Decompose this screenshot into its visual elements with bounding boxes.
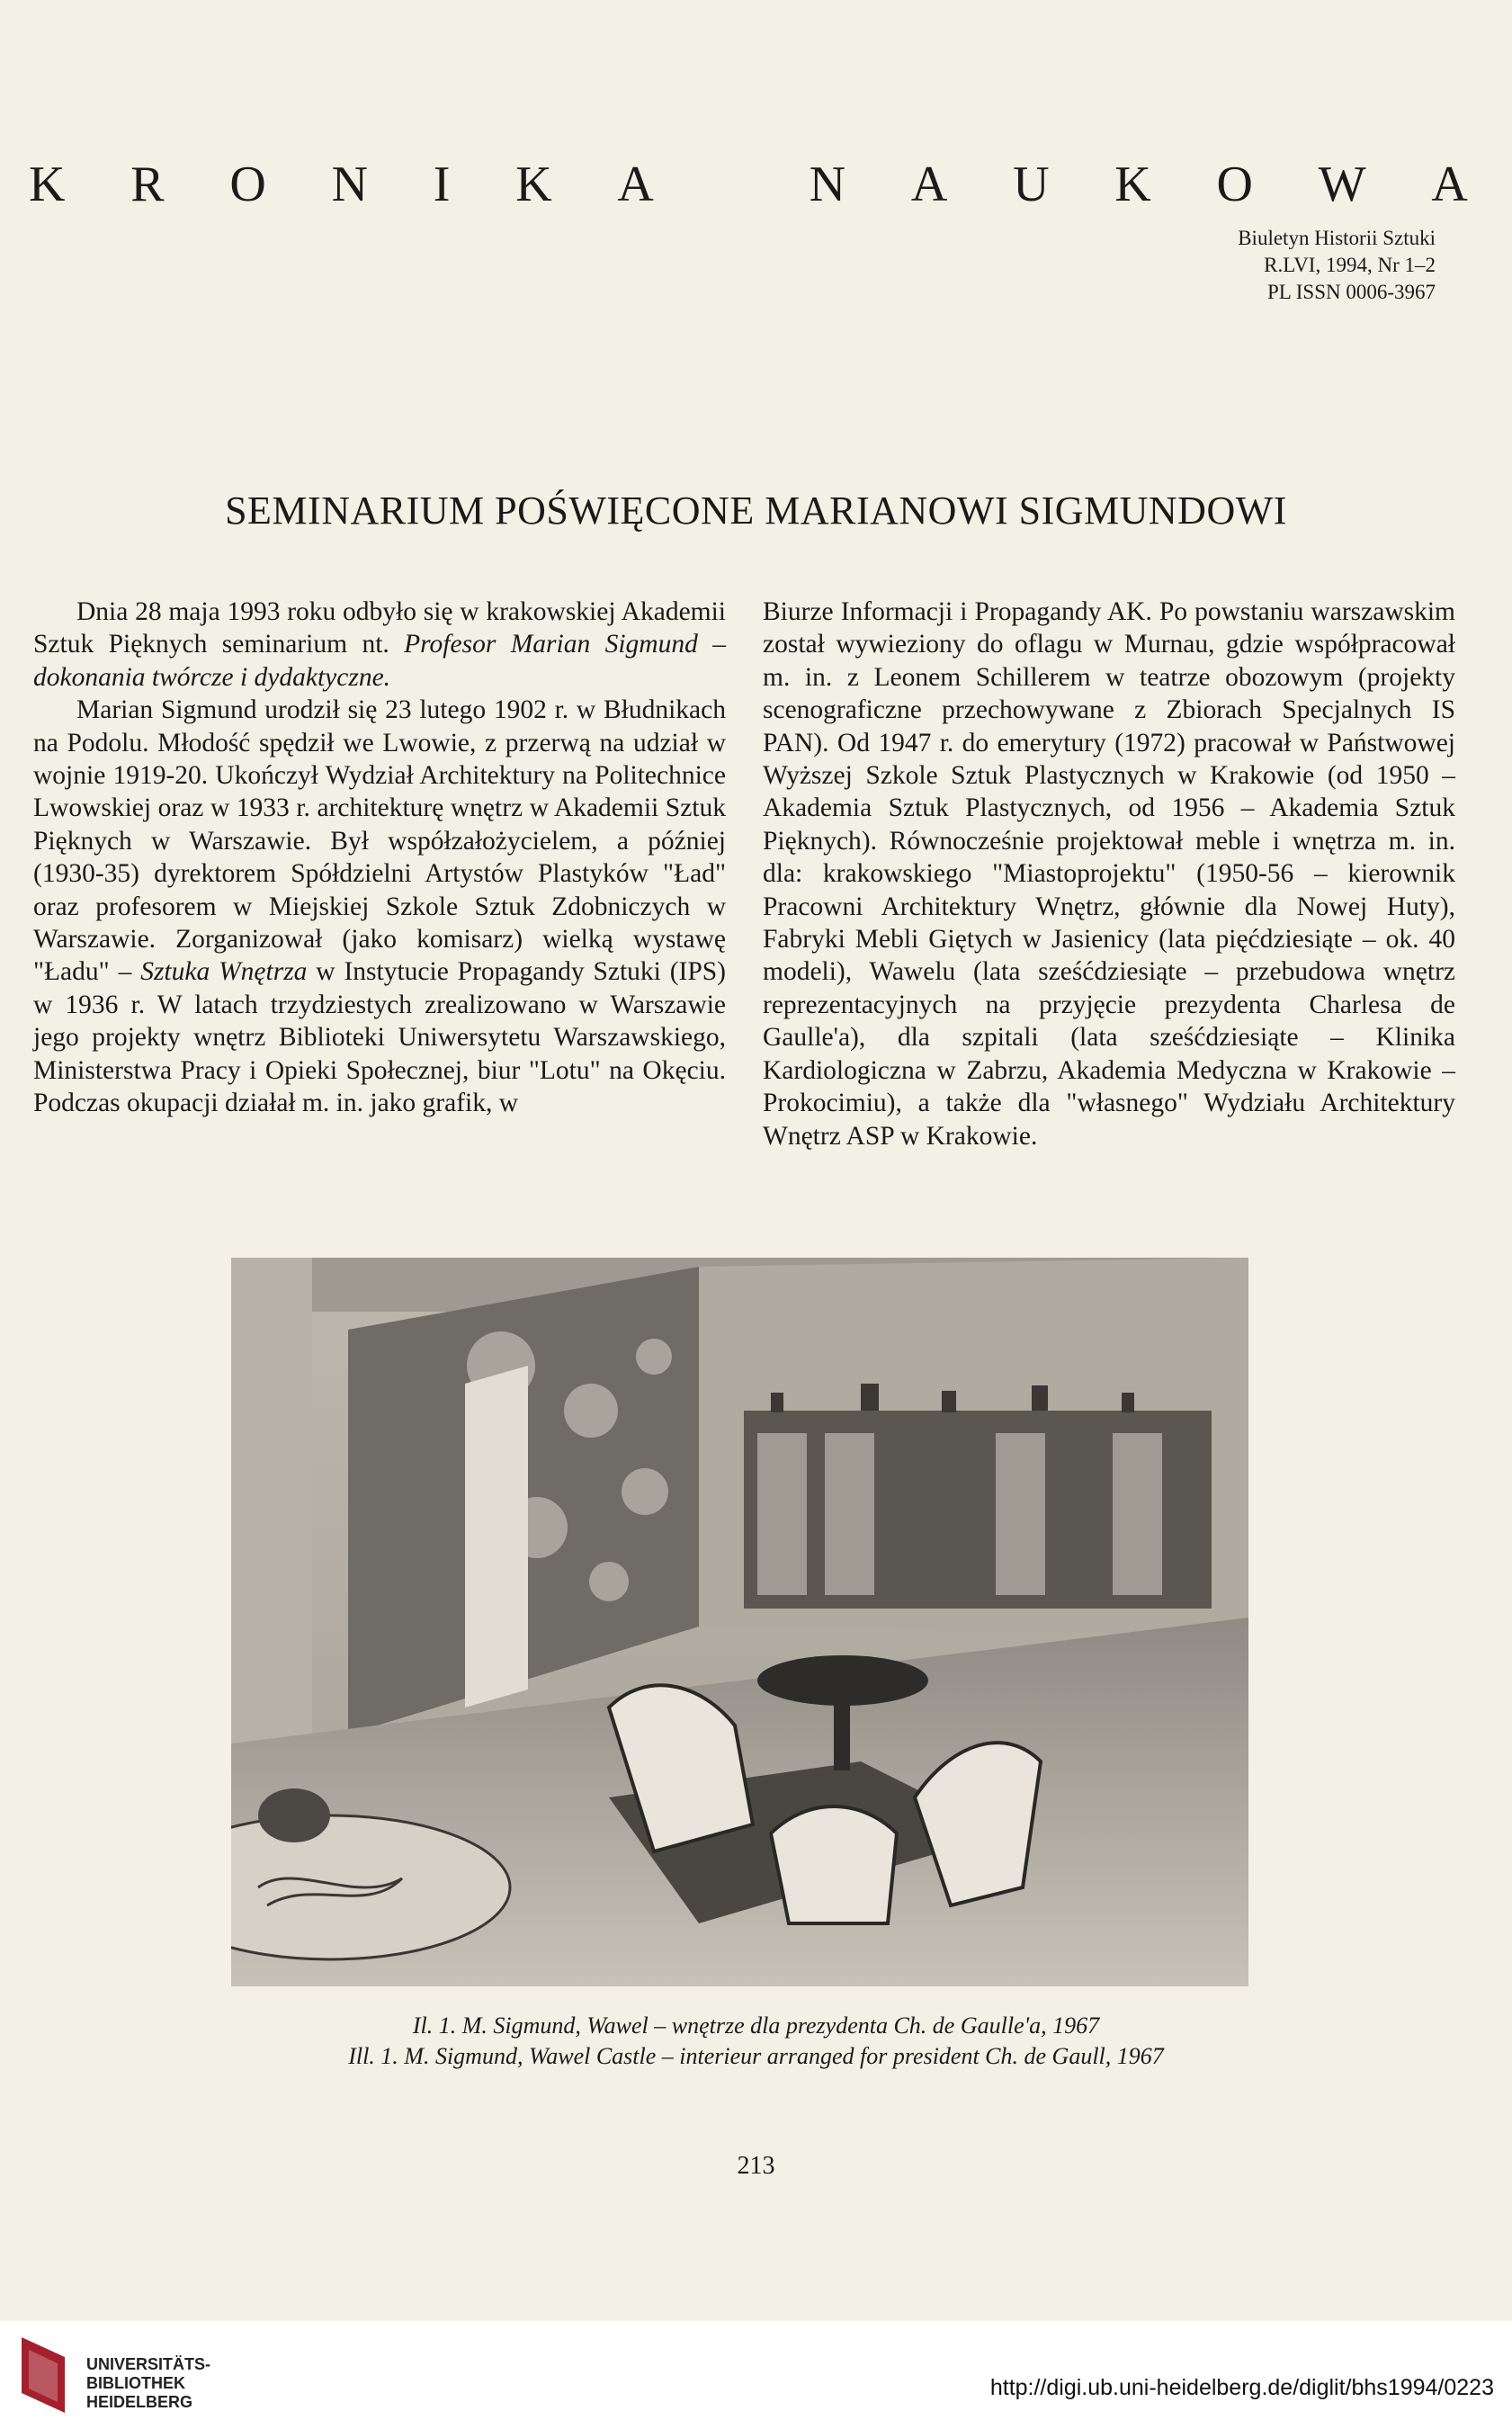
text-column-right <box>763 596 1455 1152</box>
journal-issn: PL ISSN 0006-3967 <box>1267 281 1436 303</box>
header-letter: A <box>1431 157 1468 212</box>
header-letter: I <box>433 157 451 212</box>
library-name <box>86 2355 210 2412</box>
library-name-line: BIBLIOTHEK <box>86 2374 185 2392</box>
paragraph <box>33 596 726 694</box>
text-run: Marian Sigmund urodził się 23 lutego 1902 r. w Błudnikach na Podolu. Młodość spędził we Lwowie, z przerwą na udział w wojnie 1919-20. Ukończył Wydział Architektury na Politechnice Lwowskiej oraz w 1933 r. architekturę wnętrz w Akademii Sztuk Pięknych w Warszawie. Był współzałożycielem, a później (1930-35) dyrektorem Spółdzielni Artystów Plastyków "Ład" oraz profesorem w Miejskiej Szkole Sztuk Zdobniczych w Warszawie. Zorganizował (jako komisarz) wielką wystawę "Ładu" – <box>33 695 726 987</box>
header-letter: A <box>617 157 654 212</box>
text-run: w Instytucie Propagandy Sztuki (IPS) w 1936 r. W latach trzydziestych zrealizowano w Warszawie jego projekty wnętrz Biblioteki Uniwersytetu Warszawskiego, Ministerstwa Pracy i Opieki Społecznej, biur "Lotu" na Okęciu. Podczas okupacji działał m. in. jako grafik, w <box>33 957 727 1118</box>
university-library-logo-icon <box>16 2330 70 2420</box>
interior-photograph <box>231 1258 1248 1986</box>
header-letter: K <box>29 157 66 212</box>
source-url-link[interactable]: http://digi.ub.uni-heidelberg.de/diglit/bhs1994/0223 <box>989 2375 1494 2400</box>
library-name-line: UNIVERSITÄTS- <box>86 2355 211 2373</box>
figure-caption-polish: Il. 1. M. Sigmund, Wawel – wnętrze dla prezydenta Ch. de Gaulle'a, 1967 <box>412 2012 1100 2039</box>
header-letter: K <box>515 157 552 212</box>
journal-info <box>1238 225 1436 306</box>
header-letter: O <box>1216 157 1253 212</box>
figure-caption-english: Ill. 1. M. Sigmund, Wawel Castle – interieur arranged for president Ch. de Gaull, 1967 <box>348 2043 1164 2069</box>
section-header-kronika-naukowa <box>29 153 1468 216</box>
paragraph: Biurze Informacji i Propagandy AK. Po powstaniu warszawskim został wywieziony do oflagu w Murnau, gdzie współpracował m. in. z Leonem Schillerem w teatrze obozowym (projekty scenograficzne przechowywane z Zbiorach Specjalnych IS PAN). Od 1947 r. do emerytury (1972) pracował w Państwowej Wyższej Szkole Sztuk Plastycznych w Krakowie (od 1950 – Akademia Sztuk Plastycznych, od 1956 – Akademia Sztuk Pięknych). Równocześnie projektował meble i wnętrza m. in. dla: krakowskiego "Miastoprojektu" (1950-56 – kierownik Pracowni Architektury Wnętrz, głównie dla Nowej Huty), Fabryki Mebli Giętych w Jasienicy (lata pięćdziesiąte – ok. 40 modeli), Wawelu (lata sześćdziesiąte – przebudowa wnętrz reprezentacyjnych na przyjęcie prezydenta Charlesa de Gaulle'a), dla szpitali (lata sześćdziesiąte – Klinika Kardiologiczna w Zabrzu, Akademia Medyczna w Krakowie – Prokocimiu), a także dla "własnego" Wydziału Architektury Wnętrz ASP w Krakowie. <box>763 597 1455 1151</box>
paragraph <box>33 694 726 1119</box>
seminar-title-italic: Profesor Marian Sigmund – dokonania twórcze i dydaktyczne. <box>33 630 726 692</box>
header-letter: O <box>229 157 266 212</box>
text-run: Dnia 28 maja 1993 roku odbyło się w krakowskiej Akademii Sztuk Pięknych seminarium nt. <box>33 597 726 659</box>
header-letter: N <box>331 157 369 212</box>
header-letter: W <box>1318 157 1366 212</box>
header-letter: U <box>1013 157 1050 212</box>
header-letter: A <box>910 157 948 212</box>
header-letter: R <box>130 157 165 212</box>
page-number: 213 <box>737 2152 775 2180</box>
exhibition-title-italic: Sztuka Wnętrza <box>140 957 308 987</box>
text-column-left <box>33 596 726 1120</box>
header-letter: K <box>1114 157 1151 212</box>
library-name-line: HEIDELBERG <box>86 2393 193 2411</box>
journal-volume: R.LVI, 1994, Nr 1–2 <box>1264 254 1436 276</box>
article-title: SEMINARIUM POŚWIĘCONE MARIANOWI SIGMUNDOWI <box>225 488 1287 533</box>
journal-name: Biuletyn Historii Sztuki <box>1238 227 1436 249</box>
photo-illustration <box>231 1258 1248 1986</box>
header-letter: N <box>809 157 846 212</box>
